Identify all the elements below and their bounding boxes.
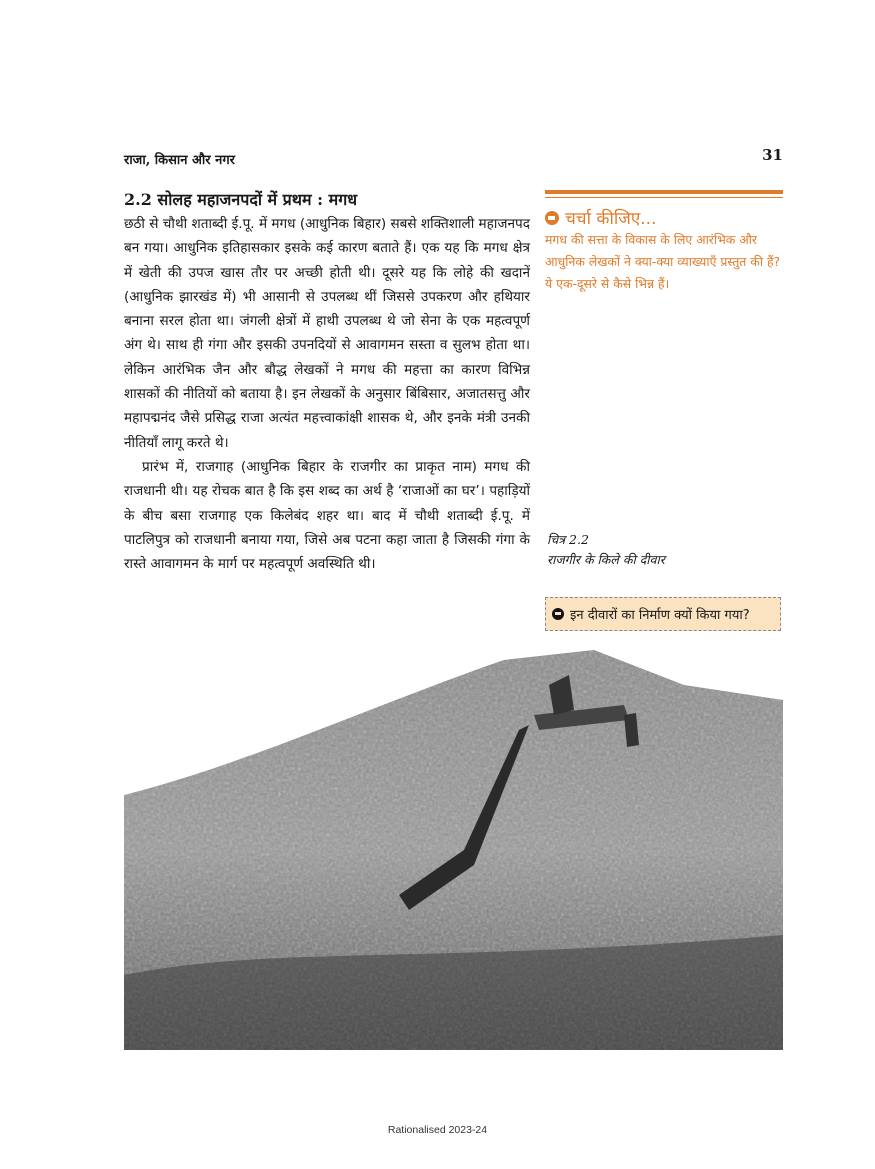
discuss-text: मगध की सत्ता के विकास के लिए आरंभिक और आधुनिक लेखकों ने क्या-क्या व्याख्याएँ प्रस्तुत की हैं? ये एक-दूसरे से कैसे भिन्न हैं। xyxy=(545,232,781,291)
rajgir-fort-wall-photo xyxy=(124,645,783,1050)
figure-label: चित्र 2.2 xyxy=(547,532,589,547)
arrow-circle-icon xyxy=(552,608,564,620)
paragraph: प्रारंभ में, राजगाह (आधुनिक बिहार के राजगीर का प्राकृत नाम) मगध की राजधानी थी। यह रोचक बात है कि इस शब्द का अर्थ है ‘राजाओं का घर’। पहाड़ियों के बीच बसा राजगाह एक किलेबंद शहर था। बाद में चौथी शताब्दी ई.पू. में पाटलिपुत्र को राजधानी बनाया गया, जिसे अब पटना कहा जाता है जिसकी गंगा के रास्ते आवागमन के मार्ग पर महत्वपूर्ण अवस्थिति थी। xyxy=(124,458,530,573)
discuss-title: चर्चा कीजिए... xyxy=(565,209,657,229)
running-title: राजा, किसान और नगर xyxy=(124,153,235,168)
section-heading: 2.2 सोलह महाजनपदों में प्रथम : मगध xyxy=(124,190,358,209)
discussion-box xyxy=(545,190,783,295)
page-number: 31 xyxy=(762,146,783,164)
divider xyxy=(545,197,783,198)
figure-question: इन दीवारों का निर्माण क्यों किया गया? xyxy=(570,608,750,623)
divider xyxy=(545,190,783,194)
arrow-circle-icon xyxy=(545,211,559,225)
footer-text: Rationalised 2023-24 xyxy=(387,1124,488,1136)
question-box xyxy=(545,597,781,631)
figure-caption-text: राजगीर के किले की दीवार xyxy=(547,552,665,567)
main-column xyxy=(124,188,530,576)
paragraph: छठी से चौथी शताब्दी ई.पू. में मगध (आधुनिक बिहार) सबसे शक्तिशाली महाजनपद बन गया। आधुनिक इतिहासकार इसके कई कारण बताते हैं। एक यह कि मगध क्षेत्र में खेती की उपज खास तौर पर अच्छी होती थी। दूसरे यह कि लोहे की खदानें (आधुनिक झारखंड में) भी आसानी से उपलब्ध थीं जिससे उपकरण और हथियार बनाना सरल होता था। जंगली क्षेत्रों में हाथी उपलब्ध थे जो सेना के एक महत्वपूर्ण अंग थे। साथ ही गंगा और इसकी उपनदियों से आवागमन सस्ता व सुलभ होता था। लेकिन आरंभिक जैन और बौद्ध लेखकों ने मगध की महत्ता का कारण विभिन्न शासकों की नीतियों को बताया है। इन लेखकों के अनुसार बिंबिसार, अजातसत्तु और महापद्मनंद जैसे प्रसिद्ध राजा अत्यंत महत्त्वाकांक्षी शासक थे, और इनके मंत्री उनकी नीतियाँ लागू करते थे। xyxy=(124,216,530,451)
figure-caption xyxy=(547,530,665,570)
